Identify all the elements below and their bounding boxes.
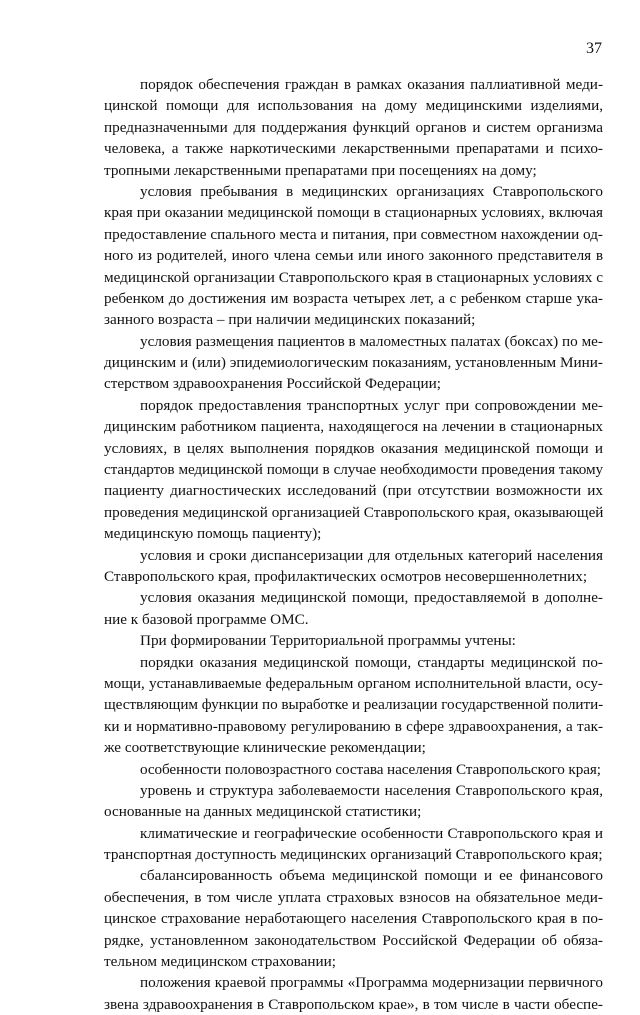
text-line: проведения медицинской организацией Ставропольского края, оказывающей (104, 503, 603, 521)
text-line: условия и сроки диспансеризации для отдельных категорий населения (140, 546, 603, 564)
text-line: основанные на данных медицинской статистики; (104, 803, 422, 821)
text-line: рядке, установленном законодательством Российской Федерации об обяза- (104, 931, 603, 949)
text-line: положения краевой программы «Программа модернизации первичного (140, 974, 603, 992)
text-line: предоставление спального места и питания, при совместном нахождении од- (104, 225, 603, 243)
page-number: 37 (586, 40, 602, 57)
text-line: ние к базовой программе ОМС. (104, 610, 309, 628)
text-line: условия оказания медицинской помощи, предоставляемой в дополне- (140, 589, 603, 607)
text-line: особенности половозрастного состава населения Ставропольского края; (140, 760, 601, 778)
text-line: тропными лекарственными препаратами при посещениях на дому; (104, 161, 537, 179)
text-line: Ставропольского края, профилактических осмотров несовершеннолетних; (104, 567, 588, 585)
text-line: сбалансированность объема медицинской помощи и ее финансового (140, 867, 603, 885)
text-line: предназначенными для поддержания функций органов и систем организма (104, 118, 603, 136)
text-line: стандартов медицинской помощи в случае необходимости проведения такому (104, 461, 603, 479)
text-line: условия размещения пациентов в маломестных палатах (боксах) по ме- (140, 332, 603, 350)
text-line: климатические и географические особенности Ставропольского края и (140, 824, 603, 842)
text-line: порядки оказания медицинской помощи, стандарты медицинской по- (140, 653, 603, 671)
text-line: дицинским и (или) эпидемиологическим показаниям, установленным Мини- (104, 354, 603, 372)
text-line: условиях, в целях выполнения порядков оказания медицинской помощи и (104, 439, 603, 457)
text-line: обеспечения, в том числе уплата страховых взносов на обязательное меди- (104, 888, 603, 906)
text-line: При формировании Территориальной программы учтены: (140, 632, 516, 650)
text-line: ки и нормативно-правовому регулированию в сфере здравоохранения, а так- (104, 717, 603, 735)
text-line: уровень и структура заболеваемости населения Ставропольского края, (140, 781, 603, 799)
text-line: пациенту диагностических исследований (при отсутствии возможности их (104, 482, 603, 500)
text-line: занного возраста – при наличии медицинских показаний; (104, 311, 476, 329)
text-line: условия пребывания в медицинских организациях Ставропольского (140, 182, 603, 200)
text-line: медицинской организации Ставропольского края в стационарных условиях с (104, 268, 603, 286)
text-line: цинской помощи для использования на дому медицинскими изделиями, (104, 97, 603, 115)
text-line: ного из родителей, иного члена семьи или иного законного представителя в (104, 247, 603, 265)
text-line: медицинскую помощь пациенту); (104, 525, 322, 543)
text-line: цинское страхование неработающего населения Ставропольского края в по- (104, 910, 603, 928)
text-line: звена здравоохранения в Ставропольском крае», в том числе в части обеспе- (104, 995, 603, 1013)
document-body (104, 74, 603, 1015)
text-line: края при оказании медицинской помощи в стационарных условиях, включая (104, 204, 603, 222)
text-line: порядок предоставления транспортных услуг при сопровождении ме- (140, 396, 603, 414)
text-line: тельном медицинском страховании; (104, 953, 336, 971)
text-line: дицинским работником пациента, находящегося на лечении в стационарных (104, 418, 603, 436)
text-line: порядок обеспечения граждан в рамках оказания паллиативной меди- (140, 76, 603, 93)
text-line: стерством здравоохранения Российской Федерации; (104, 375, 441, 393)
text-line: мощи, устанавливаемые федеральным органом исполнительной власти, осу- (104, 674, 603, 692)
text-line: же соответствующие клинические рекомендации; (104, 739, 426, 757)
text-line: ществляющим функции по выработке и реализации государственной полити- (104, 696, 603, 714)
text-line: ребенком до достижения им возраста четырех лет, а с ребенком старше ука- (104, 289, 603, 307)
text-line: человека, а также наркотическими лекарственными препаратами и психо- (104, 140, 603, 158)
text-line: транспортная доступность медицинских организаций Ставропольского края; (104, 846, 603, 864)
